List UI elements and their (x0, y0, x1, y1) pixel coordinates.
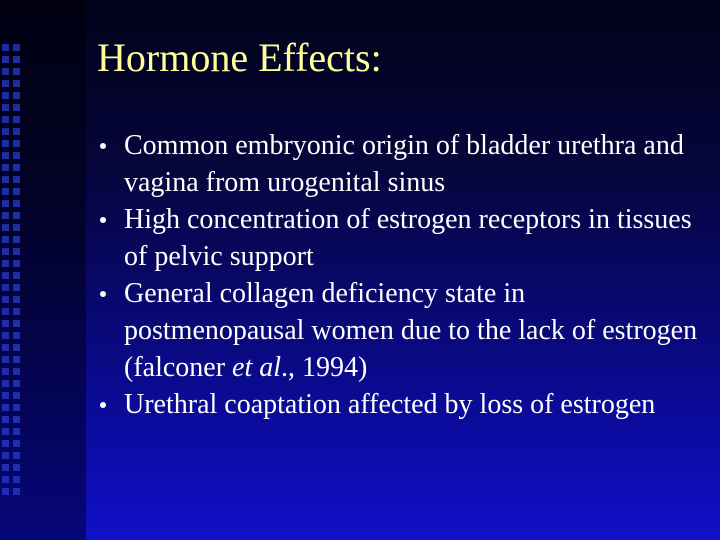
decor-square (2, 392, 9, 399)
decor-square (2, 152, 9, 159)
decor-square (13, 56, 20, 63)
decor-square (13, 308, 20, 315)
decor-square-row (2, 404, 20, 411)
decor-square-row (2, 200, 20, 207)
decor-square-row (2, 440, 20, 447)
decor-square (2, 476, 9, 483)
decor-square (2, 68, 9, 75)
bullet-text-pre: General collagen deficiency state in postmenopausal women due to the lack of estrogen (falconer (124, 278, 698, 383)
bullet-text: High concentration of estrogen receptors in tissues of pelvic support (124, 204, 692, 272)
bullet-text: Urethral coaptation affected by loss of estrogen (124, 389, 656, 420)
decor-square-row (2, 92, 20, 99)
decor-square (13, 224, 20, 231)
decor-square (2, 284, 9, 291)
decor-square (2, 104, 9, 111)
decor-square (13, 392, 20, 399)
decor-square (13, 296, 20, 303)
decor-square (13, 320, 20, 327)
decor-square-row (2, 152, 20, 159)
decor-square-row (2, 104, 20, 111)
decor-square (2, 452, 9, 459)
decor-square-row (2, 68, 20, 75)
decor-square (13, 104, 20, 111)
decor-square (2, 488, 9, 495)
decor-square-row (2, 464, 20, 471)
decor-square (2, 224, 9, 231)
decor-square (2, 368, 9, 375)
slide-title: Hormone Effects: (97, 35, 382, 80)
decor-square (2, 56, 9, 63)
decor-square (2, 320, 9, 327)
decorative-squares (2, 44, 20, 494)
decor-square (2, 356, 9, 363)
decor-square-row (2, 236, 20, 243)
decor-square (13, 332, 20, 339)
decor-square (13, 380, 20, 387)
decor-square-row (2, 248, 20, 255)
decor-square-row (2, 116, 20, 123)
decor-square (13, 452, 20, 459)
decor-square-row (2, 176, 20, 183)
decor-square (13, 488, 20, 495)
decor-square (2, 332, 9, 339)
decor-square-row (2, 212, 20, 219)
decor-square (2, 428, 9, 435)
decor-square-row (2, 320, 20, 327)
decor-square-row (2, 188, 20, 195)
decor-square (2, 128, 9, 135)
decor-square (13, 356, 20, 363)
decor-square (2, 212, 9, 219)
bullet-text: Common embryonic origin of bladder urethra and vagina from urogenital sinus (124, 130, 684, 198)
bullet-dot-icon (100, 291, 106, 297)
decor-square-row (2, 368, 20, 375)
bullet-list (100, 127, 700, 423)
decor-square-row (2, 284, 20, 291)
left-decorative-strip (0, 0, 86, 540)
decor-square-row (2, 224, 20, 231)
decor-square (2, 188, 9, 195)
decor-square-row (2, 44, 20, 51)
decor-square (13, 428, 20, 435)
decor-square (13, 200, 20, 207)
decor-square-row (2, 272, 20, 279)
decor-square (2, 260, 9, 267)
decor-square-row (2, 332, 20, 339)
decor-square (13, 344, 20, 351)
bullet-dot-icon (100, 217, 106, 223)
decor-square (2, 308, 9, 315)
decor-square-row (2, 296, 20, 303)
decor-square (13, 140, 20, 147)
decor-square (2, 200, 9, 207)
decor-square (13, 272, 20, 279)
decor-square (13, 368, 20, 375)
decor-square-row (2, 344, 20, 351)
decor-square-row (2, 380, 20, 387)
decor-square (13, 164, 20, 171)
bullet-item (100, 127, 700, 201)
decor-square (2, 44, 9, 51)
decor-square-row (2, 56, 20, 63)
decor-square (13, 212, 20, 219)
decor-square-row (2, 416, 20, 423)
decor-square-row (2, 80, 20, 87)
decor-square (13, 476, 20, 483)
decor-square (2, 404, 9, 411)
bullet-item (100, 201, 700, 275)
decor-square (13, 260, 20, 267)
decor-square (13, 68, 20, 75)
decor-square (13, 152, 20, 159)
decor-square (13, 236, 20, 243)
decor-square (13, 248, 20, 255)
decor-square (2, 440, 9, 447)
decor-square (13, 464, 20, 471)
decor-square (2, 296, 9, 303)
decor-square (2, 140, 9, 147)
decor-square-row (2, 308, 20, 315)
decor-square (13, 416, 20, 423)
decor-square (2, 176, 9, 183)
bullet-dot-icon (100, 402, 106, 408)
decor-square (13, 128, 20, 135)
decor-square (2, 380, 9, 387)
decor-square-row (2, 476, 20, 483)
decor-square (2, 344, 9, 351)
decor-square (13, 176, 20, 183)
decor-square (2, 248, 9, 255)
decor-square (2, 164, 9, 171)
decor-square (13, 92, 20, 99)
decor-square (2, 272, 9, 279)
decor-square (13, 80, 20, 87)
decor-square (2, 236, 9, 243)
bullet-dot-icon (100, 143, 106, 149)
decor-square (13, 188, 20, 195)
decor-square-row (2, 128, 20, 135)
decor-square (2, 464, 9, 471)
decor-square-row (2, 392, 20, 399)
decor-square-row (2, 140, 20, 147)
decor-square-row (2, 164, 20, 171)
decor-square-row (2, 260, 20, 267)
bullet-text-post: ., 1994) (281, 352, 368, 383)
decor-square (13, 44, 20, 51)
bullet-item (100, 275, 700, 386)
decor-square (2, 92, 9, 99)
decor-square-row (2, 488, 20, 495)
bullet-text-italic: et al (232, 352, 282, 383)
bullet-item (100, 386, 700, 423)
decor-square (13, 284, 20, 291)
decor-square-row (2, 428, 20, 435)
decor-square-row (2, 452, 20, 459)
decor-square (13, 116, 20, 123)
decor-square (13, 440, 20, 447)
decor-square (2, 416, 9, 423)
decor-square-row (2, 356, 20, 363)
decor-square (13, 404, 20, 411)
decor-square (2, 80, 9, 87)
decor-square (2, 116, 9, 123)
